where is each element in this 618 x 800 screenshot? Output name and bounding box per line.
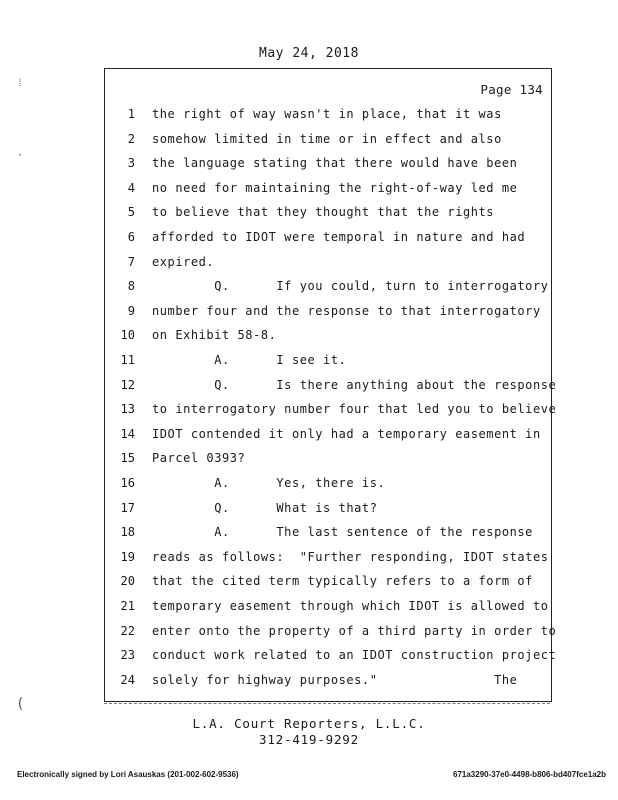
line-text: reads as follows: "Further responding, IDOT states — [152, 549, 549, 564]
line-text: number four and the response to that interrogatory — [152, 303, 541, 318]
line-number: 22 — [120, 623, 135, 638]
electronic-signature: Electronically signed by Lori Asauskas (201-002-602-9536) — [17, 770, 239, 779]
transcript-line — [105, 501, 553, 521]
line-number: 1 — [127, 107, 135, 121]
line-number: 8 — [127, 279, 135, 294]
line-number: 15 — [120, 451, 135, 466]
line-number: 4 — [127, 180, 135, 195]
line-number: 9 — [127, 303, 135, 318]
line-text: Q. Is there anything about the response — [152, 377, 557, 392]
transcript-line — [105, 132, 553, 152]
line-number: 7 — [127, 254, 135, 269]
line-number: 16 — [120, 476, 135, 490]
line-text: on Exhibit 58-8. — [152, 328, 277, 343]
transcript-line — [105, 451, 553, 471]
transcript-line — [105, 328, 553, 348]
line-number: 14 — [120, 426, 135, 441]
line-number: 11 — [120, 353, 135, 367]
page-number: Page 134 — [480, 82, 543, 97]
transcript-line — [105, 476, 553, 496]
line-number: 13 — [120, 402, 135, 417]
transcript-line — [105, 304, 553, 324]
line-number: 20 — [120, 574, 135, 589]
transcript-line — [105, 623, 557, 644]
line-text: A. Yes, there is. — [152, 476, 386, 490]
transcript-line — [105, 230, 553, 250]
line-text: temporary easement through which IDOT is allowed to — [152, 599, 549, 613]
line-text: IDOT contended it only had a temporary easement in — [152, 426, 541, 441]
line-text: Q. If you could, turn to interrogatory — [152, 279, 549, 294]
line-number: 21 — [120, 599, 135, 613]
frame-bottom-shadow — [104, 703, 550, 704]
transcript-line — [105, 599, 553, 619]
line-text: afforded to IDOT were temporal in nature and had — [152, 230, 526, 244]
transcript-line — [105, 156, 553, 176]
transcript-line — [105, 181, 553, 201]
line-text: A. The last sentence of the response — [152, 525, 533, 540]
transcript-line — [105, 279, 553, 299]
line-text: to interrogatory number four that led you to believe — [152, 402, 557, 417]
transcript-line — [105, 550, 553, 570]
court-reporter-phone: 312-419-9292 — [259, 732, 359, 747]
line-text: the language stating that there would have been — [152, 156, 518, 171]
line-text: enter onto the property of a third party in order to — [152, 623, 557, 638]
line-number: 3 — [127, 156, 135, 171]
line-text: no need for maintaining the right-of-way led me — [152, 180, 518, 195]
document-id: 671a3290-37e0-4498-b806-bd407fce1a2b — [453, 770, 606, 779]
date-header: May 24, 2018 — [259, 46, 359, 61]
transcript-page-frame — [104, 68, 557, 702]
line-number: 6 — [127, 230, 135, 244]
line-text: A. I see it. — [152, 353, 347, 367]
line-number: 17 — [120, 500, 135, 515]
line-number: 2 — [127, 131, 135, 146]
line-number: 23 — [120, 648, 135, 663]
court-reporter-name: L.A. Court Reporters, L.L.C. — [192, 716, 426, 731]
line-text: somehow limited in time or in effect and also — [152, 131, 502, 146]
scan-mark: ( — [16, 696, 25, 712]
line-number: 12 — [120, 377, 135, 392]
line-text: expired. — [152, 254, 215, 269]
transcript-line — [105, 427, 553, 447]
transcript-line — [105, 673, 553, 693]
line-text: conduct work related to an IDOT construction project — [152, 648, 557, 663]
transcript-line — [105, 525, 553, 545]
transcript-line — [105, 107, 553, 127]
line-number: 24 — [120, 672, 135, 687]
transcript-line — [105, 377, 557, 398]
line-text: to believe that they thought that the rights — [152, 205, 495, 220]
scan-mark: ⁞ — [17, 78, 24, 89]
line-text: Parcel 0393? — [152, 451, 246, 466]
transcript-line — [105, 205, 553, 225]
transcript-line — [105, 574, 553, 594]
line-text: solely for highway purposes." The — [152, 672, 518, 687]
transcript-line — [105, 402, 557, 422]
line-number: 10 — [120, 328, 135, 343]
scan-mark: · — [17, 150, 24, 161]
transcript-line — [105, 648, 557, 668]
line-number: 19 — [120, 549, 135, 564]
line-text: the right of way wasn't in place, that it was — [152, 107, 502, 121]
transcript-line — [105, 255, 553, 275]
line-number: 5 — [127, 205, 135, 220]
line-text: Q. What is that? — [152, 500, 378, 515]
line-number: 18 — [120, 525, 135, 540]
line-text: that the cited term typically refers to a form of — [152, 574, 533, 589]
transcript-line — [105, 353, 553, 373]
